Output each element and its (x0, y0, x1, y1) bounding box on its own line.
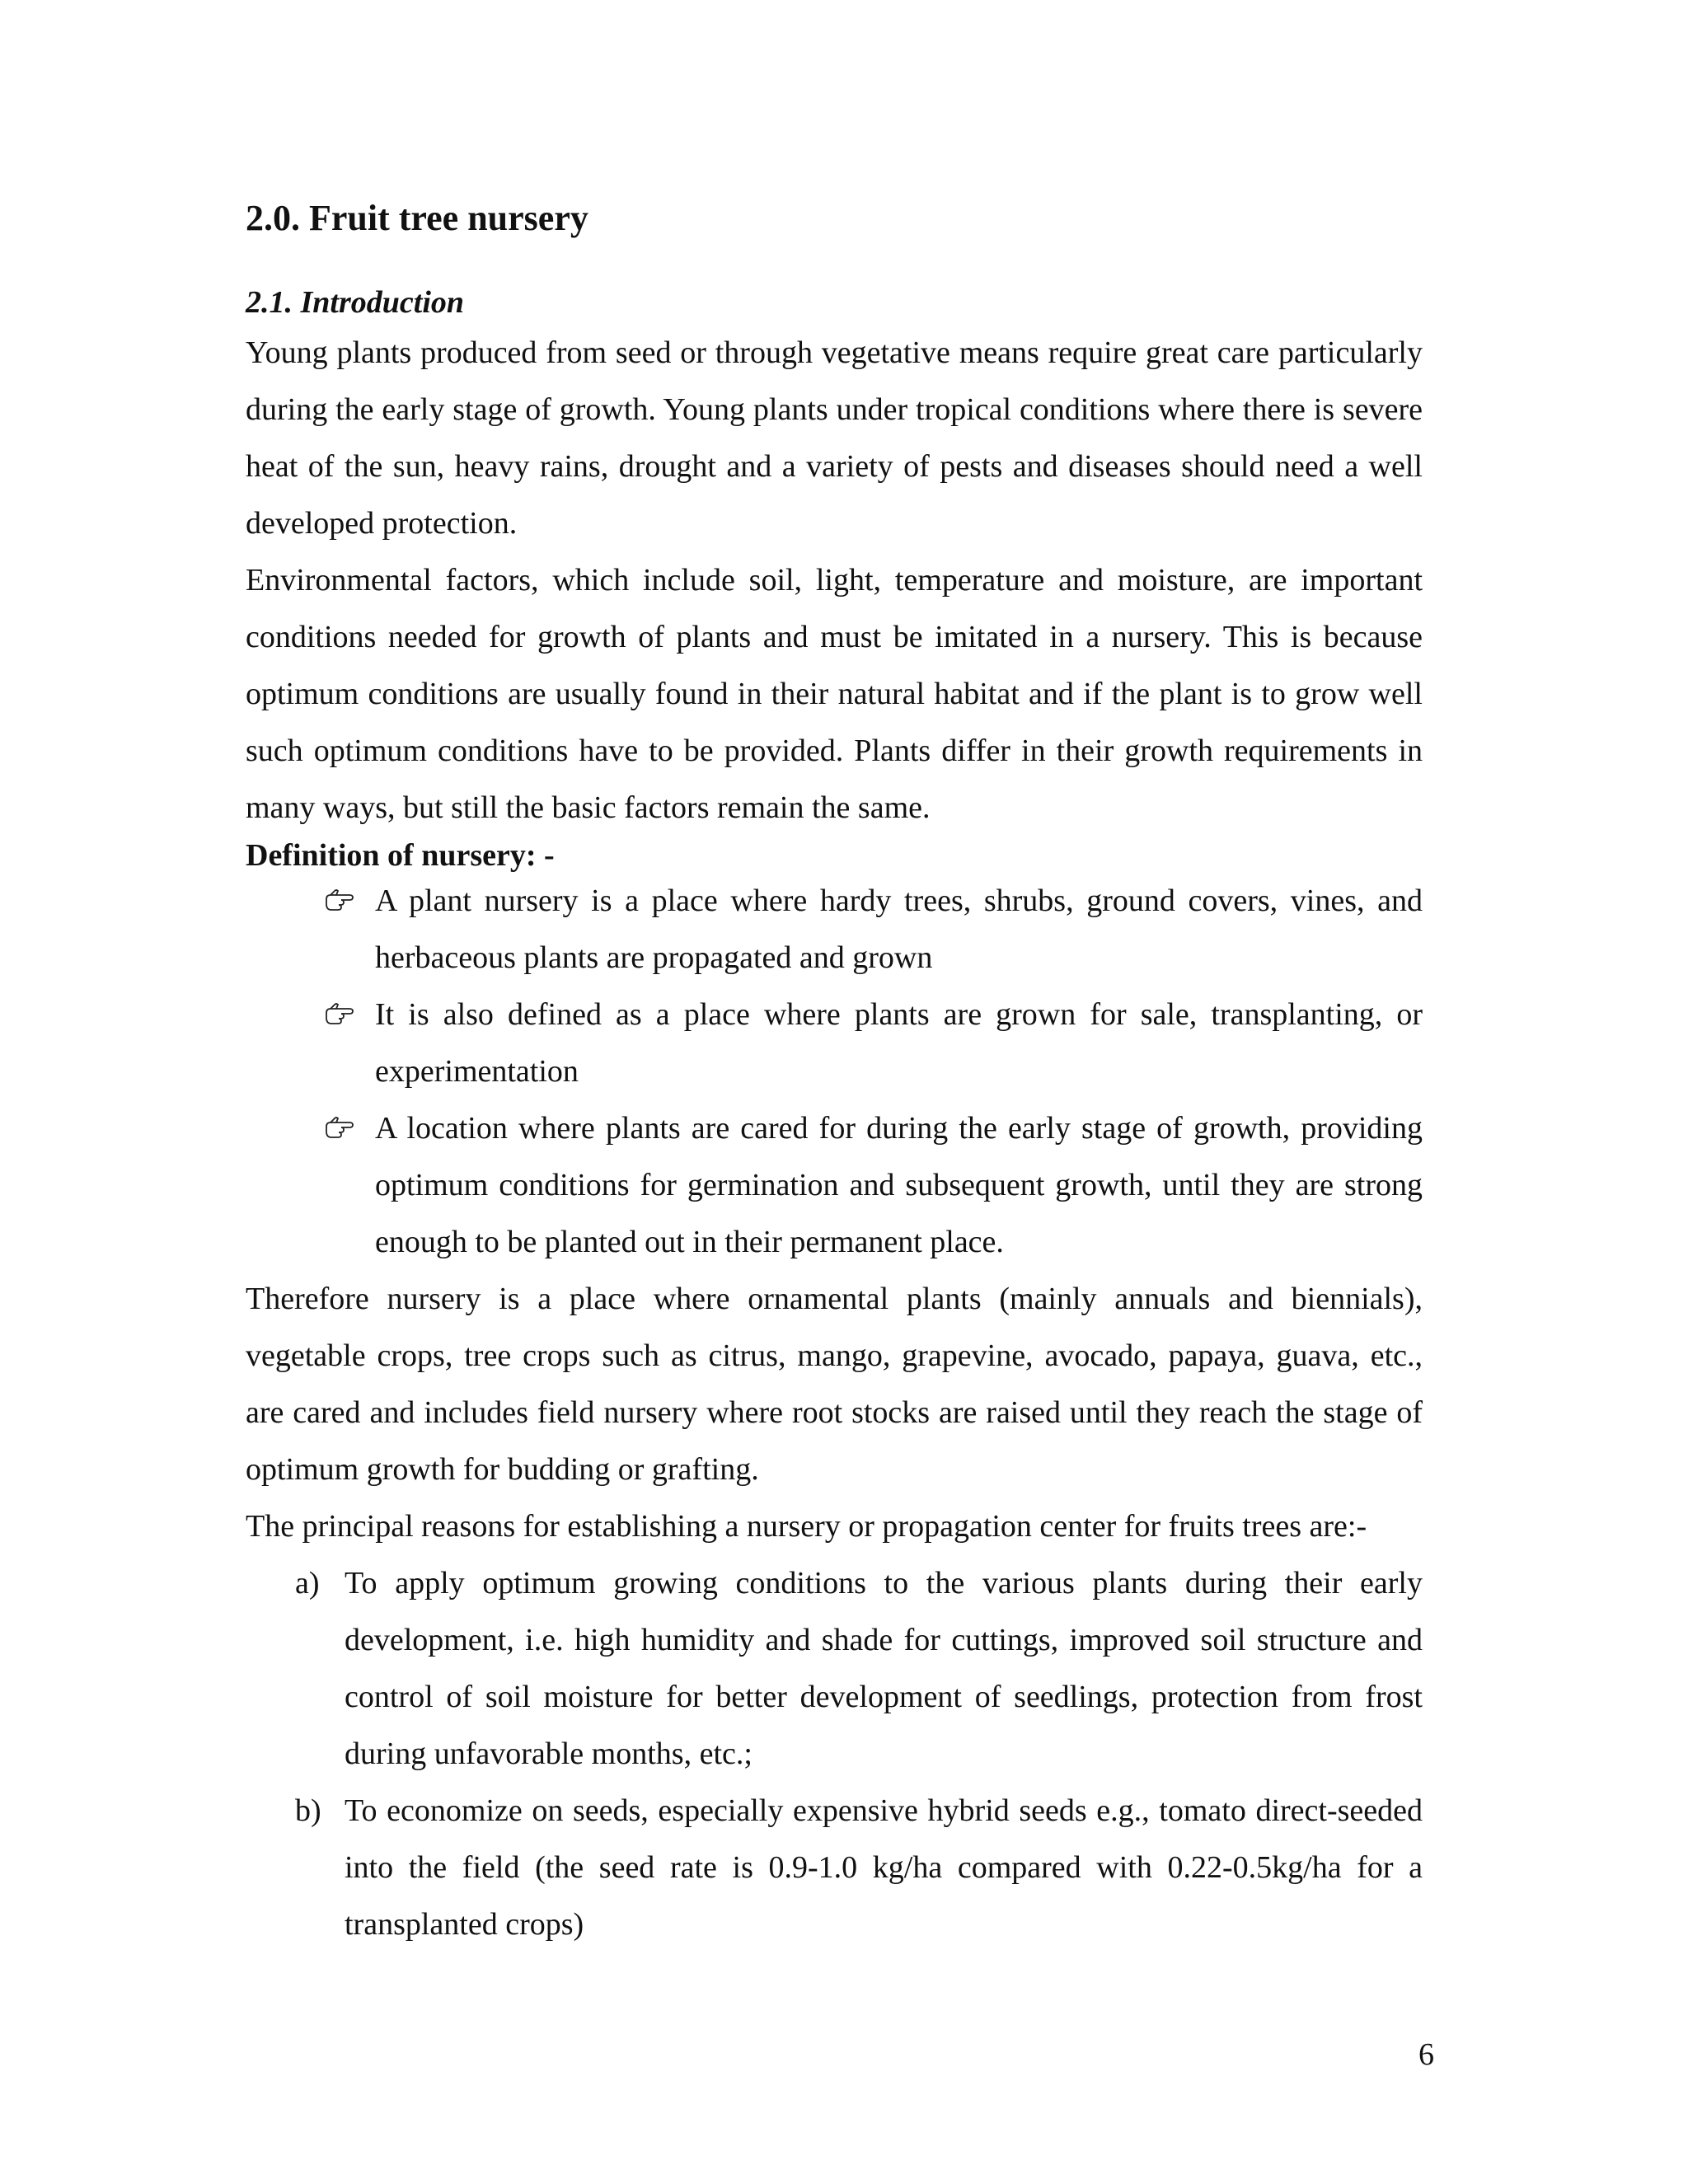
therefore-paragraph: Therefore nursery is a place where ornamental plants (mainly annuals and biennials), vegetable crops, tree crops such as citrus, mango, grapevine, avocado, papaya, guava, etc., are cared and includes field nursery where root stocks are raised until they reach the stage of optimum growth for budding or grafting. (246, 1282, 1423, 1487)
pointing-hand-icon (325, 1115, 354, 1140)
reason-item (246, 1783, 1423, 1953)
pointing-hand-icon (325, 1001, 354, 1026)
definition-bullet-text: It is also defined as a place where plants are grown for sale, transplanting, or experimentation (375, 997, 1423, 1089)
definition-bullet (246, 987, 1423, 1100)
page-number: 6 (1418, 2037, 1434, 2072)
reason-marker: b) (295, 1793, 321, 1828)
reason-text: To economize on seeds, especially expensive hybrid seeds e.g., tomato direct-seeded into the field (the seed rate is 0.9-1.0 kg/ha compared with 0.22-0.5kg/ha for a transplanted crops) (345, 1793, 1423, 1942)
reason-marker: a) (295, 1566, 320, 1601)
page-content (246, 196, 1423, 1953)
reason-item (246, 1555, 1423, 1783)
reasons-intro: The principal reasons for establishing a nursery or propagation center for fruits trees are:- (246, 1509, 1367, 1544)
definition-heading: Definition of nursery: - (246, 838, 555, 873)
definition-bullet (246, 873, 1423, 987)
reason-text: To apply optimum growing conditions to the various plants during their early development, i.e. high humidity and shade for cuttings, improved soil structure and control of soil moisture for better development of seedlings, protection from frost during unfavorable months, etc.; (345, 1566, 1423, 1771)
chapter-title: 2.0. Fruit tree nursery (246, 198, 588, 238)
environment-paragraph: Environmental factors, which include soil, light, temperature and moisture, are important conditions needed for growth of plants and must be imitated in a nursery. This is because optimum conditions are usually found in their natural habitat and if the plant is to grow well such optimum conditions have to be provided. Plants differ in their growth requirements in many ways, but still the basic factors remain the same. (246, 563, 1423, 825)
intro-paragraph: Young plants produced from seed or through vegetative means require great care particularly during the early stage of growth. Young plants under tropical conditions where there is severe heat of the sun, heavy rains, drought and a variety of pests and diseases should need a well developed protection. (246, 335, 1423, 541)
pointing-hand-icon (325, 888, 354, 912)
definition-bullet-list (246, 873, 1423, 1271)
section-heading: 2.1. Introduction (246, 285, 465, 320)
definition-bullet-text: A plant nursery is a place where hardy trees, shrubs, ground covers, vines, and herbaceous plants are propagated and grown (375, 883, 1423, 975)
definition-bullet-text: A location where plants are cared for during the early stage of growth, providing optimum conditions for germination and subsequent growth, until they are strong enough to be planted out in their permanent place. (375, 1111, 1423, 1259)
reasons-list (246, 1555, 1423, 1953)
definition-bullet (246, 1100, 1423, 1271)
